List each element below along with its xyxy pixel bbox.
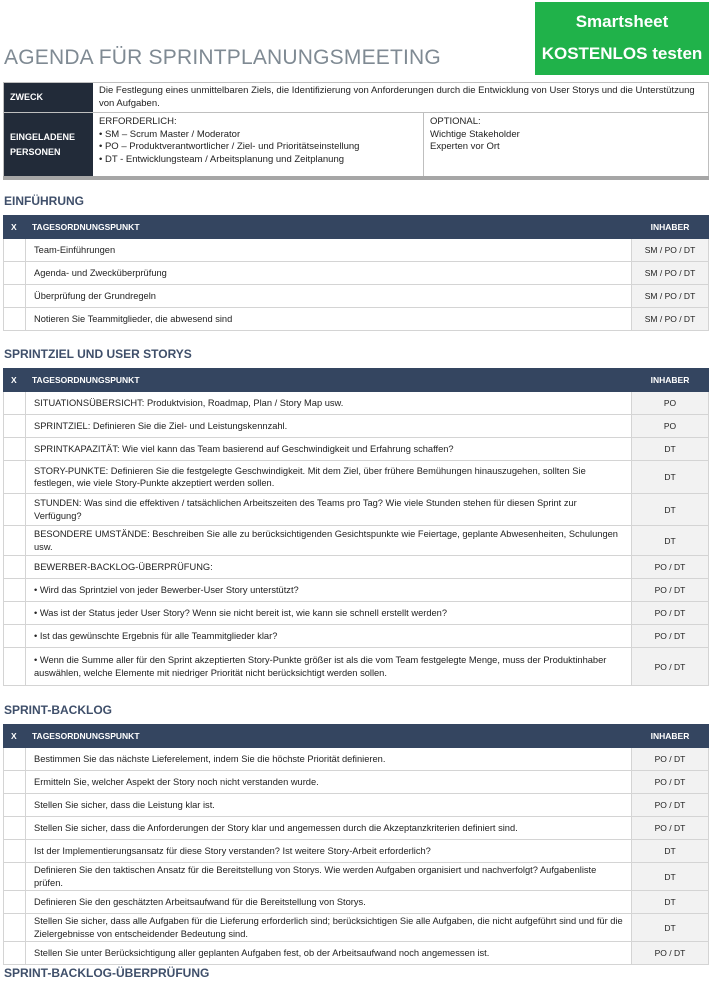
agenda-item: SPRINTZIEL: Definieren Sie die Ziel- und Leistungskennzahl. — [26, 415, 632, 438]
checkbox-cell[interactable] — [4, 461, 26, 494]
checkbox-cell[interactable] — [4, 648, 26, 686]
agenda-item: Stellen Sie sicher, dass alle Aufgaben für die Lieferung erforderlich sind; berücksichtigen Sie alle Aufgaben, die nicht aufgeführt sind und für die Zielergebnisse von entscheidender Bedeutung sind. — [26, 914, 632, 942]
checkbox-cell[interactable] — [4, 863, 26, 891]
owner-cell: PO / DT — [632, 794, 709, 817]
table-row — [4, 438, 709, 461]
divider — [3, 176, 709, 180]
agenda-item: SITUATIONSÜBERSICHT: Produktvision, Roadmap, Plan / Story Map usw. — [26, 392, 632, 415]
owner-cell: SM / PO / DT — [632, 239, 709, 262]
section-title: SPRINT-BACKLOG — [4, 703, 112, 717]
owner-cell: PO / DT — [632, 579, 709, 602]
checkbox-cell[interactable] — [4, 308, 26, 331]
purpose-text: Die Festlegung eines unmittelbaren Ziels, die Identifizierung von Anforderungen durch die Entwicklung von User Storys und die Unterstützung von Aufgaben. — [99, 85, 695, 109]
owner-cell: DT — [632, 863, 709, 891]
owner-cell: PO / DT — [632, 771, 709, 794]
required-title: ERFORDERLICH: — [99, 116, 177, 127]
header-x: X — [4, 725, 26, 748]
checkbox-cell[interactable] — [4, 556, 26, 579]
checkbox-cell[interactable] — [4, 526, 26, 556]
table-row — [4, 262, 709, 285]
agenda-table — [3, 215, 709, 331]
optional-attendees — [424, 113, 708, 176]
header-x: X — [4, 216, 26, 239]
owner-cell: PO — [632, 415, 709, 438]
agenda-item: Team-Einführungen — [26, 239, 632, 262]
required-item: • SM – Scrum Master / Moderator — [99, 128, 241, 140]
checkbox-cell[interactable] — [4, 392, 26, 415]
table-row — [4, 494, 709, 526]
owner-cell: DT — [632, 914, 709, 942]
header-item: TAGESORDNUNGSPUNKT — [26, 369, 632, 392]
agenda-item: Ermitteln Sie, welcher Aspekt der Story noch nicht verstanden wurde. — [26, 771, 632, 794]
agenda-item: • Was ist der Status jeder User Story? Wenn sie nicht bereit ist, wie kann sie schnell erstellt werden? — [26, 602, 632, 625]
header-x: X — [4, 369, 26, 392]
owner-cell: SM / PO / DT — [632, 262, 709, 285]
table-row — [4, 840, 709, 863]
smartsheet-promo-button[interactable] — [535, 2, 709, 75]
promo-cta: KOSTENLOS testen — [541, 44, 703, 63]
table-row — [4, 602, 709, 625]
table-row — [4, 461, 709, 494]
owner-cell: PO / DT — [632, 625, 709, 648]
agenda-item: Agenda- und Zwecküberprüfung — [26, 262, 632, 285]
required-item: • DT - Entwicklungsteam / Arbeitsplanung und Zeitplanung — [99, 153, 345, 165]
table-row — [4, 891, 709, 914]
checkbox-cell[interactable] — [4, 239, 26, 262]
checkbox-cell[interactable] — [4, 579, 26, 602]
header-item: TAGESORDNUNGSPUNKT — [26, 725, 632, 748]
owner-cell: PO / DT — [632, 817, 709, 840]
owner-cell: PO / DT — [632, 748, 709, 771]
owner-cell: PO / DT — [632, 648, 709, 686]
checkbox-cell[interactable] — [4, 817, 26, 840]
agenda-item: STUNDEN: Was sind die effektiven / tatsächlichen Arbeitszeiten des Teams pro Tag? Wie viele Stunden stehen für diesen Sprint zur Verfügung? — [26, 494, 632, 526]
header-owner: INHABER — [632, 216, 709, 239]
checkbox-cell[interactable] — [4, 748, 26, 771]
owner-cell: SM / PO / DT — [632, 308, 709, 331]
table-row — [4, 914, 709, 942]
required-item: • PO – Produktverantwortlicher / Ziel- und Prioritätseinstellung — [99, 141, 360, 153]
agenda-table — [3, 368, 709, 686]
optional-item: Wichtige Stakeholder — [430, 128, 520, 140]
invited-label: EINGELADENE PERSONEN — [4, 113, 93, 176]
agenda-item: Definieren Sie den geschätzten Arbeitsaufwand für die Bereitstellung von Storys. — [26, 891, 632, 914]
table-row — [4, 771, 709, 794]
header-item: TAGESORDNUNGSPUNKT — [26, 216, 632, 239]
owner-cell: PO — [632, 392, 709, 415]
agenda-item: • Wird das Sprintziel von jeder Bewerber-User Story unterstützt? — [26, 579, 632, 602]
section-title: EINFÜHRUNG — [4, 194, 84, 208]
required-attendees — [93, 113, 424, 176]
checkbox-cell[interactable] — [4, 891, 26, 914]
checkbox-cell[interactable] — [4, 262, 26, 285]
owner-cell: DT — [632, 438, 709, 461]
owner-cell: DT — [632, 526, 709, 556]
checkbox-cell[interactable] — [4, 494, 26, 526]
agenda-item: BESONDERE UMSTÄNDE: Beschreiben Sie alle zu berücksichtigenden Gesichtspunkte wie Feiertage, geplante Abwesenheiten, Schulungen usw. — [26, 526, 632, 556]
owner-cell: DT — [632, 494, 709, 526]
agenda-item: Definieren Sie den taktischen Ansatz für die Bereitstellung von Storys. Wie werden Aufgaben organisiert und nachverfolgt? Aufgabenliste prüfen. — [26, 863, 632, 891]
checkbox-cell[interactable] — [4, 602, 26, 625]
agenda-item: • Ist das gewünschte Ergebnis für alle Teammitglieder klar? — [26, 625, 632, 648]
optional-title: OPTIONAL: — [430, 116, 481, 127]
owner-cell: DT — [632, 891, 709, 914]
table-row — [4, 863, 709, 891]
promo-brand: Smartsheet — [575, 12, 669, 31]
owner-cell: DT — [632, 461, 709, 494]
checkbox-cell[interactable] — [4, 914, 26, 942]
table-row — [4, 625, 709, 648]
owner-cell: PO / DT — [632, 602, 709, 625]
page-title: AGENDA FÜR SPRINTPLANUNGSMEETING — [4, 46, 441, 69]
owner-cell: DT — [632, 840, 709, 863]
table-row — [4, 817, 709, 840]
table-row — [4, 579, 709, 602]
optional-item: Experten vor Ort — [430, 141, 500, 153]
table-row — [4, 942, 709, 965]
section-title: SPRINT-BACKLOG-ÜBERPRÜFUNG — [4, 966, 210, 980]
agenda-item: Überprüfung der Grundregeln — [26, 285, 632, 308]
checkbox-cell[interactable] — [4, 771, 26, 794]
checkbox-cell[interactable] — [4, 794, 26, 817]
section-title: SPRINTZIEL UND USER STORYS — [4, 347, 192, 361]
table-row — [4, 556, 709, 579]
purpose-label: ZWECK — [4, 83, 93, 112]
header-owner: INHABER — [632, 725, 709, 748]
table-row — [4, 415, 709, 438]
table-row — [4, 794, 709, 817]
agenda-item: STORY-PUNKTE: Definieren Sie die festgelegte Geschwindigkeit. Mit dem Ziel, über frühere Bemühungen hinauszugehen, sollten Sie festlegen, wie viele Story-Punkte akzeptiert werden sollen. — [26, 461, 632, 494]
meeting-info-table — [3, 82, 709, 177]
table-row — [4, 748, 709, 771]
header-owner: INHABER — [632, 369, 709, 392]
checkbox-cell[interactable] — [4, 840, 26, 863]
table-row — [4, 239, 709, 262]
table-row — [4, 526, 709, 556]
agenda-item: • Wenn die Summe aller für den Sprint akzeptierten Story-Punkte größer ist als die vom Team festgelegte Menge, muss der Produktinhaber auswählen, welche Elemente mit niedriger Priorität nicht berücksichtigt werden sollen. — [26, 648, 632, 686]
owner-cell: PO / DT — [632, 556, 709, 579]
checkbox-cell[interactable] — [4, 942, 26, 965]
agenda-item: Stellen Sie sicher, dass die Anforderungen der Story klar und angemessen durch die Akzeptanzkriterien definiert sind. — [26, 817, 632, 840]
owner-cell: SM / PO / DT — [632, 285, 709, 308]
agenda-table — [3, 724, 709, 965]
agenda-item: Stellen Sie sicher, dass die Leistung klar ist. — [26, 794, 632, 817]
table-row — [4, 648, 709, 686]
checkbox-cell[interactable] — [4, 415, 26, 438]
table-row — [4, 285, 709, 308]
table-row — [4, 308, 709, 331]
agenda-item: Ist der Implementierungsansatz für diese Story verstanden? Ist weitere Story-Arbeit erforderlich? — [26, 840, 632, 863]
table-row — [4, 392, 709, 415]
owner-cell: PO / DT — [632, 942, 709, 965]
agenda-item: Bestimmen Sie das nächste Lieferelement, indem Sie die höchste Priorität definieren. — [26, 748, 632, 771]
agenda-item: BEWERBER-BACKLOG-ÜBERPRÜFUNG: — [26, 556, 632, 579]
checkbox-cell[interactable] — [4, 438, 26, 461]
agenda-item: Notieren Sie Teammitglieder, die abwesend sind — [26, 308, 632, 331]
checkbox-cell[interactable] — [4, 625, 26, 648]
agenda-item: Stellen Sie unter Berücksichtigung aller geplanten Aufgaben fest, ob der Arbeitsaufwand noch angemessen ist. — [26, 942, 632, 965]
checkbox-cell[interactable] — [4, 285, 26, 308]
agenda-item: SPRINTKAPAZITÄT: Wie viel kann das Team basierend auf Geschwindigkeit und Erfahrung schaffen? — [26, 438, 632, 461]
